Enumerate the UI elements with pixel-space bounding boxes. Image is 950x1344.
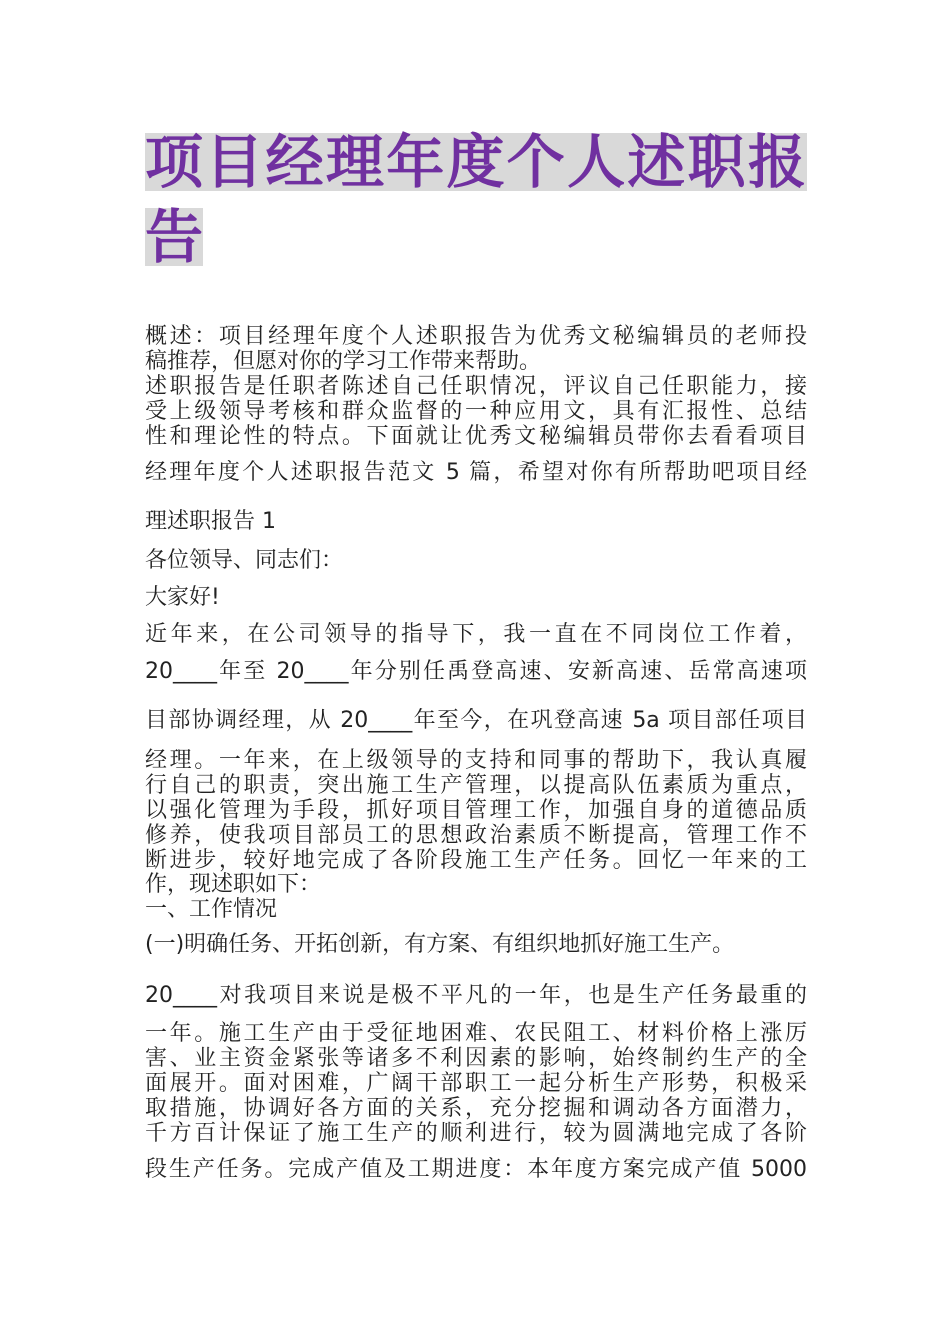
document-title-line-2: 告 xyxy=(145,203,204,271)
paragraph-line: 一年。施工生产由于受征地困难、农民阻工、材料价格上涨厉 xyxy=(145,1021,807,1046)
paragraph-line: 概述：项目经理年度个人述职报告为优秀文秘编辑员的老师投 xyxy=(145,324,807,349)
document-title-line-1: 项目经理年度个人述职报 xyxy=(145,128,807,196)
paragraph-line: 取措施，协调好各方面的关系，充分挖掘和调动各方面潜力， xyxy=(145,1096,807,1121)
paragraph-line: 大家好! xyxy=(145,585,220,610)
paragraph-line: 20____对我项目来说是极不平凡的一年，也是生产任务最重的 xyxy=(145,983,807,1008)
paragraph-line: 面展开。面对困难，广阔干部职工一起分析生产形势，积极采 xyxy=(145,1071,807,1096)
paragraph-line: 修养，使我项目部员工的思想政治素质不断提高，管理工作不 xyxy=(145,823,807,848)
paragraph-line: 段生产任务。完成产值及工期进度：本年度方案完成产值 5000 xyxy=(145,1157,807,1182)
paragraph-line: 行自己的职责，突出施工生产管理，以提高队伍素质为重点， xyxy=(145,773,807,798)
paragraph-line: 害、业主资金紧张等诸多不利因素的影响，始终制约生产的全 xyxy=(145,1046,807,1071)
paragraph-line: 各位领导、同志们： xyxy=(145,548,344,573)
paragraph-line: 近年来，在公司领导的指导下，我一直在不同岗位工作着， xyxy=(145,622,807,647)
paragraph-line: 目部协调经理，从 20____年至今，在巩登高速 5a 项目部任项目 xyxy=(145,708,807,733)
paragraph-line: 20____年至 20____年分别任禹登高速、安新高速、岳常高速项 xyxy=(145,659,807,684)
paragraph-line: 稿推荐，但愿对你的学习工作带来帮助。 xyxy=(145,349,542,374)
paragraph-line: 一、工作情况 xyxy=(145,897,278,922)
paragraph-line: 以强化管理为手段，抓好项目管理工作，加强自身的道德品质 xyxy=(145,798,807,823)
paragraph-line: 述职报告是任职者陈述自己任职情况，评议自己任职能力，接 xyxy=(145,374,807,399)
paragraph-line: 经理年度个人述职报告范文 5 篇，希望对你有所帮助吧项目经 xyxy=(145,460,807,485)
paragraph-line: 理述职报告 1 xyxy=(145,509,276,534)
paragraph-line: 性和理论性的特点。下面就让优秀文秘编辑员带你去看看项目 xyxy=(145,424,807,449)
paragraph-line: 经理。一年来，在上级领导的支持和同事的帮助下，我认真履 xyxy=(145,748,807,773)
paragraph-line: 断进步，较好地完成了各阶段施工生产任务。回忆一年来的工 xyxy=(145,848,807,873)
paragraph-line: (一)明确任务、开拓创新，有方案、有组织地抓好施工生产。 xyxy=(145,932,735,957)
paragraph-line: 作，现述职如下： xyxy=(145,872,322,897)
paragraph-line: 千方百计保证了施工生产的顺利进行，较为圆满地完成了各阶 xyxy=(145,1121,807,1146)
paragraph-line: 受上级领导考核和群众监督的一种应用文，具有汇报性、总结 xyxy=(145,399,807,424)
